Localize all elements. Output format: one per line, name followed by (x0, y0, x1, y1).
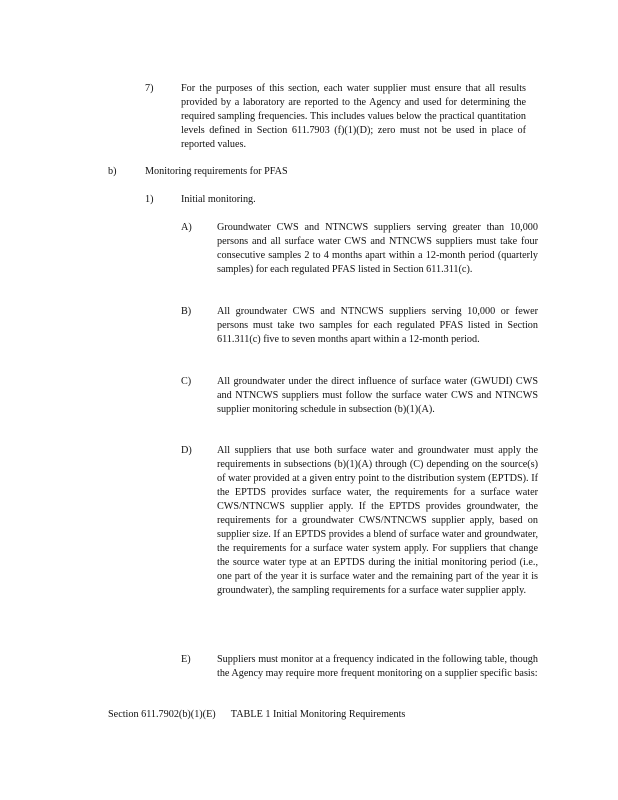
table-caption: Section 611.7902(b)(1)(E) TABLE 1 Initial Monitoring Requirements (108, 709, 406, 720)
subitem-b-label: B) (181, 306, 192, 317)
subitem-d-text: All suppliers that use both surface water and groundwater must apply the requirements in subsections (b)(1)(A) through (C) depending on the source(s) of water provided at a given entry point to the distribution system (EPTDS). If the EPTDS provides surface water, the requirements for a surface water CWS/NTNCWS supplier apply. If the EPTDS provides groundwater, the requirements for a groundwater CWS/NTNCWS supplier apply, based on supplier size. If an EPTDS provides a blend of surface water and groundwater, the requirements for a surface water system apply. For suppliers that change the source water type at an EPTDS during the initial monitoring period (i.e., one part of the year it is surface water and the remaining part of the year it is groundwater), the sampling requirements for a surface water supplier apply. (217, 445, 538, 596)
subitem-c-text: All groundwater under the direct influence of surface water (GWUDI) CWS and NTNCWS suppliers must follow the surface water CWS and NTNCWS supplier monitoring schedule in subsection (b)(1)(A). (217, 376, 538, 415)
subitem-c-label: C) (181, 376, 192, 387)
section-b-heading: Monitoring requirements for PFAS (145, 166, 288, 177)
subitem-e-text: Suppliers must monitor at a frequency indicated in the following table, though the Agency may require more frequent monitoring on a supplier specific basis: (217, 654, 538, 679)
item-7-label: 7) (145, 83, 154, 94)
section-b-label: b) (108, 166, 117, 177)
subitem-e-label: E) (181, 654, 191, 665)
subitem-a-text: Groundwater CWS and NTNCWS suppliers serving greater than 10,000 persons and all surface water CWS and NTNCWS suppliers must take four consecutive samples 2 to 4 months apart within a 12-month period (quarterly samples) for each regulated PFAS listed in Section 611.311(c). (217, 222, 538, 275)
item-1-label: 1) (145, 194, 154, 205)
subitem-b-text: All groundwater CWS and NTNCWS suppliers serving 10,000 or fewer persons must take two samples for each regulated PFAS listed in Section 611.311(c) five to seven months apart within a 12-month period. (217, 306, 538, 345)
item-1-heading: Initial monitoring. (181, 194, 256, 205)
subitem-a-label: A) (181, 222, 192, 233)
item-7-text: For the purposes of this section, each water supplier must ensure that all results provided by a laboratory are reported to the Agency and used for determining the required sampling frequencies. This includes values below the practical quantitation levels defined in Section 611.7903 (f)(1)(D); zero must not be used in place of reported values. (181, 83, 526, 150)
subitem-d-label: D) (181, 445, 192, 456)
